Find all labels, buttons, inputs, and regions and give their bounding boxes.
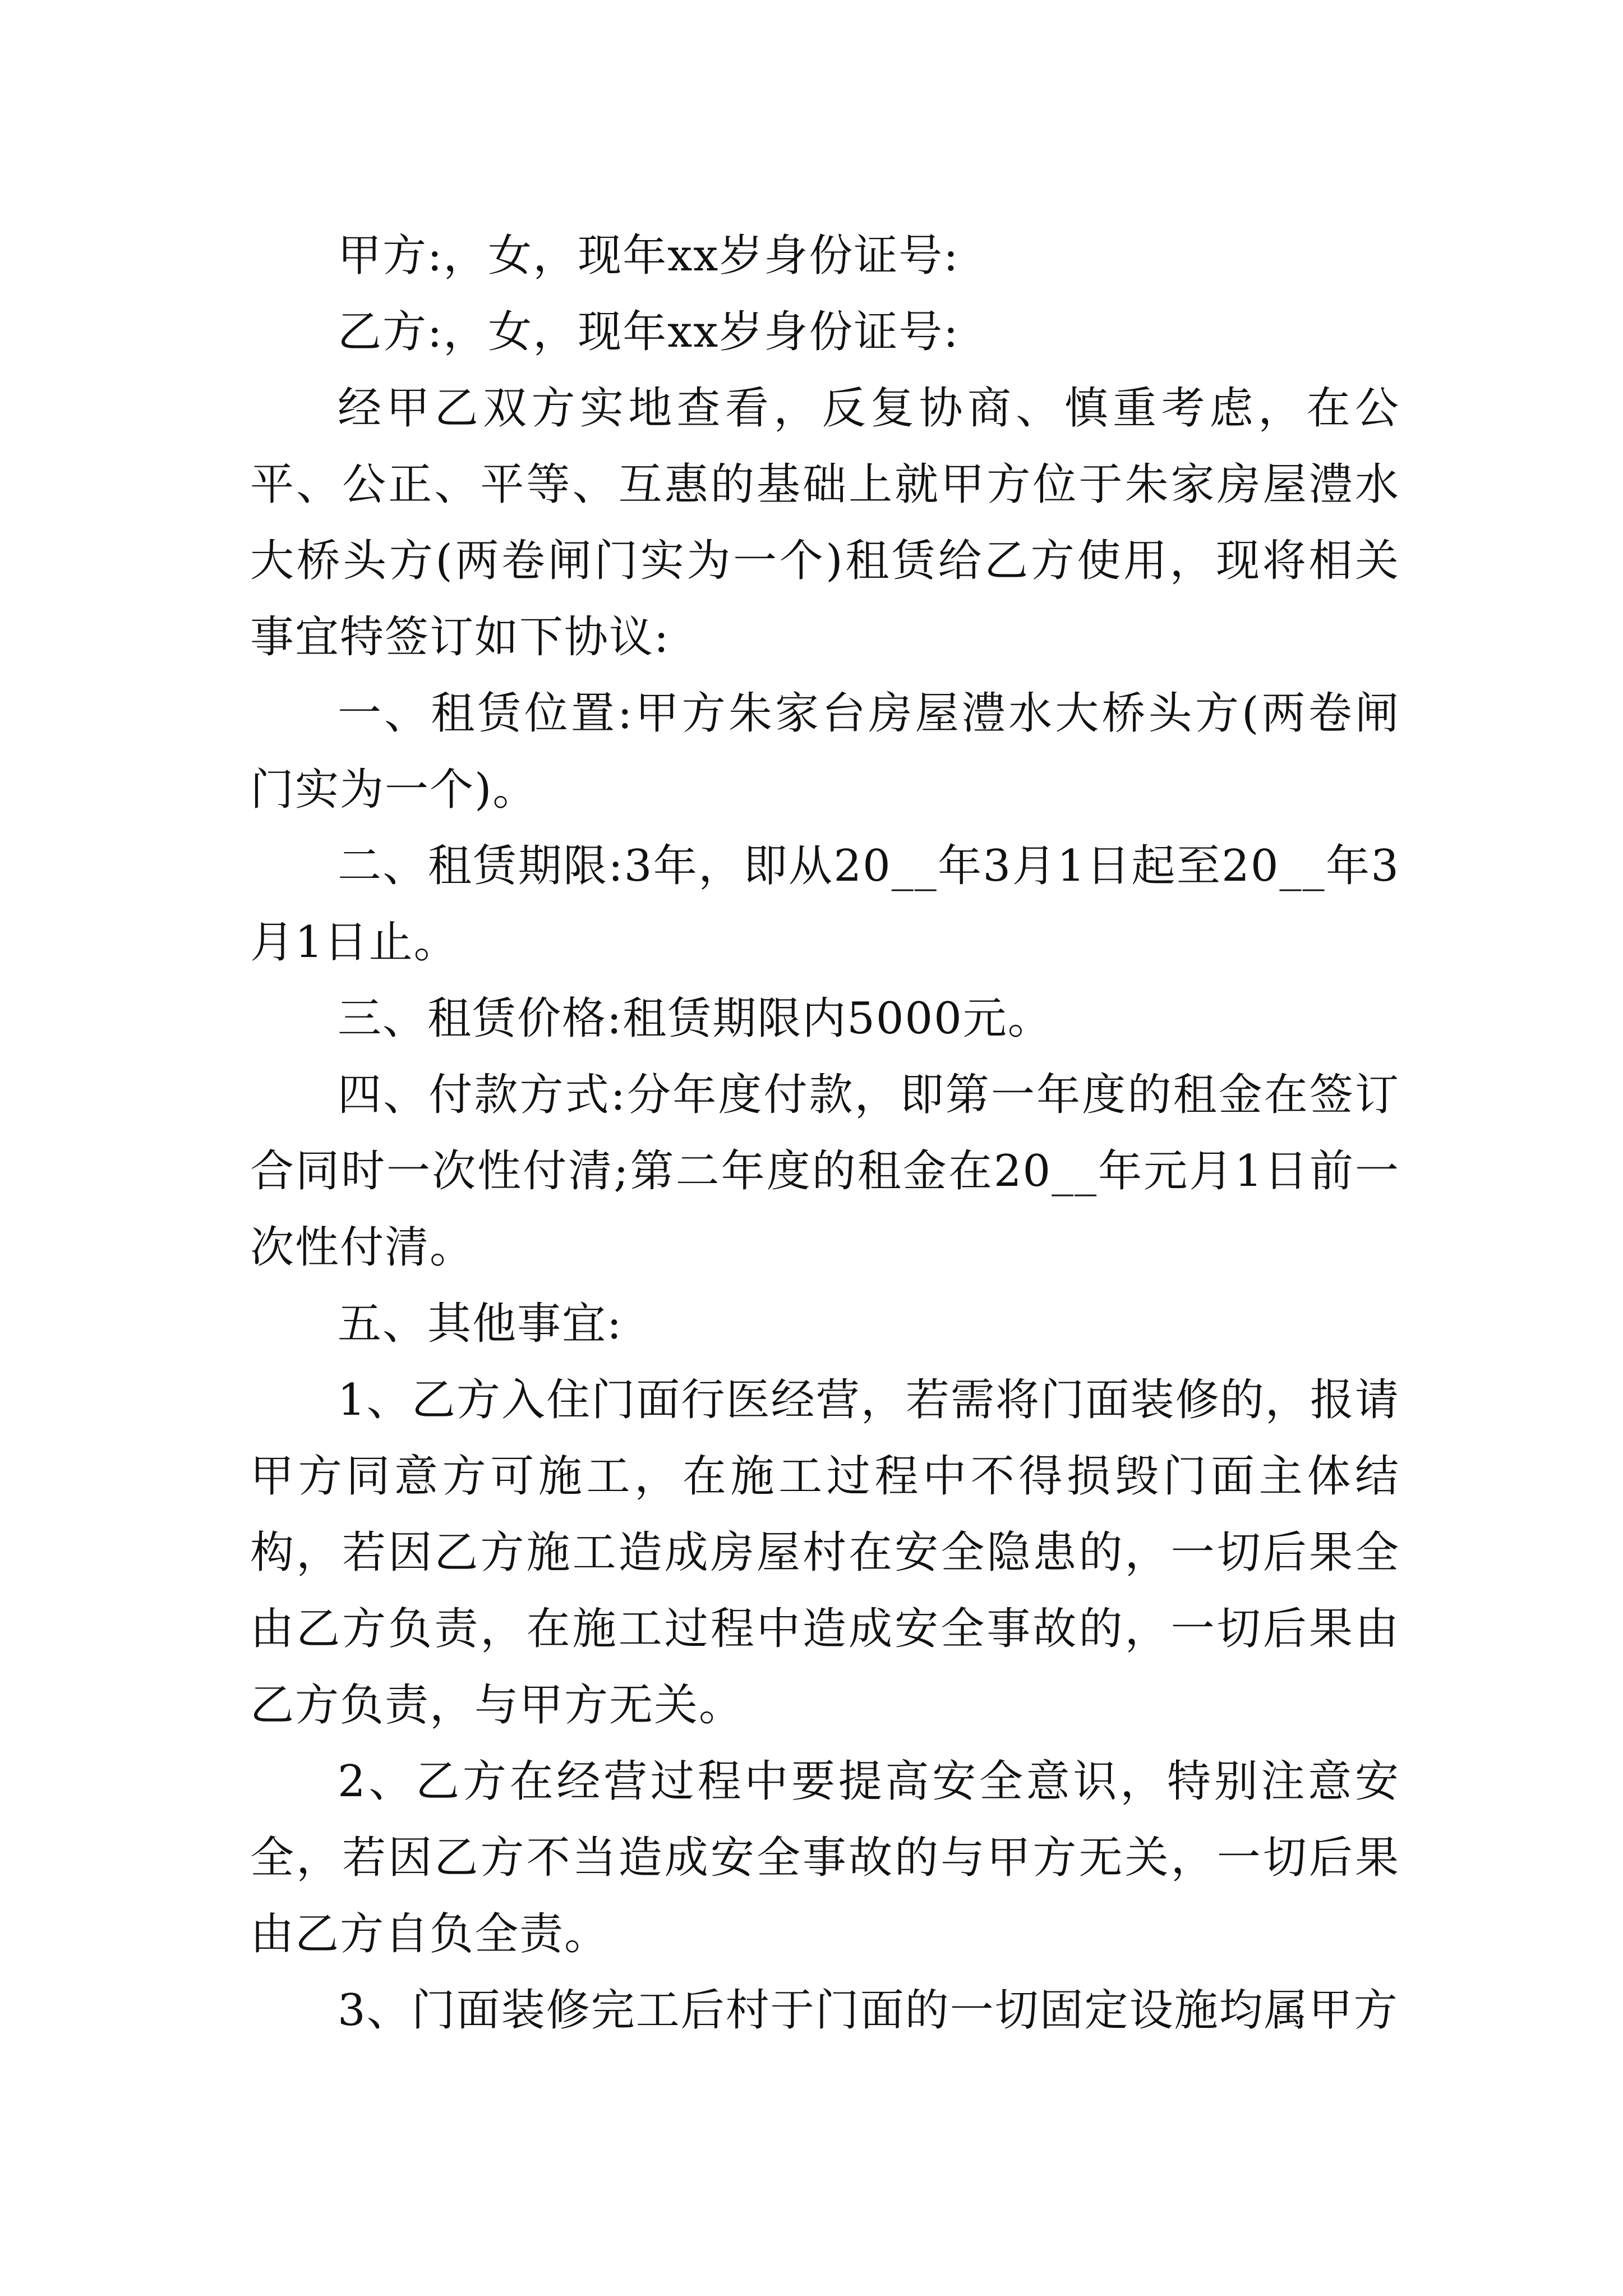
preamble-paragraph: 经甲乙双方实地查看，反复协商、慎重考虑，在公平、公正、平等、互惠的基础上就甲方位于朱家房屋澧水大桥头方(两卷闸门实为一个)租赁给乙方使用，现将相关事宜特签订如下协议: (250, 383, 1400, 662)
clause-other-heading: 五、其他事宜: (338, 1299, 623, 1349)
party-b-line: 乙方:，女，现年xx岁身份证号: (338, 307, 960, 357)
other-item-2: 2、乙方在经营过程中要提高安全意识，特别注意安全，若因乙方不当造成安全事故的与甲方无关，一切后果由乙方自负全责。 (250, 1756, 1400, 1959)
clause-term: 二、租赁期限:3年，即从20__年3月1日起至20__年3月1日止。 (250, 841, 1400, 968)
document-body (250, 218, 1400, 2049)
party-a-line: 甲方:，女，现年xx岁身份证号: (338, 231, 960, 281)
clause-price: 三、租赁价格:租赁期限内5000元。 (338, 993, 1053, 1044)
other-item-3: 3、门面装修完工后村于门面的一切固定设施均属甲方 (338, 1985, 1399, 2036)
clause-payment: 四、付款方式:分年度付款，即第一年度的租金在签订合同时一次性付清;第二年度的租金在20__年元月1日前一次性付清。 (250, 1070, 1400, 1273)
other-item-1: 1、乙方入住门面行医经营，若需将门面装修的，报请甲方同意方可施工，在施工过程中不得损毁门面主体结构，若因乙方施工造成房屋村在安全隐患的，一切后果全由乙方负责，在施工过程中造成安全事故的，一切后果由乙方负责，与甲方无关。 (250, 1375, 1400, 1731)
clause-location: 一、租赁位置:甲方朱家台房屋澧水大桥头方(两卷闸门实为一个)。 (250, 688, 1400, 815)
